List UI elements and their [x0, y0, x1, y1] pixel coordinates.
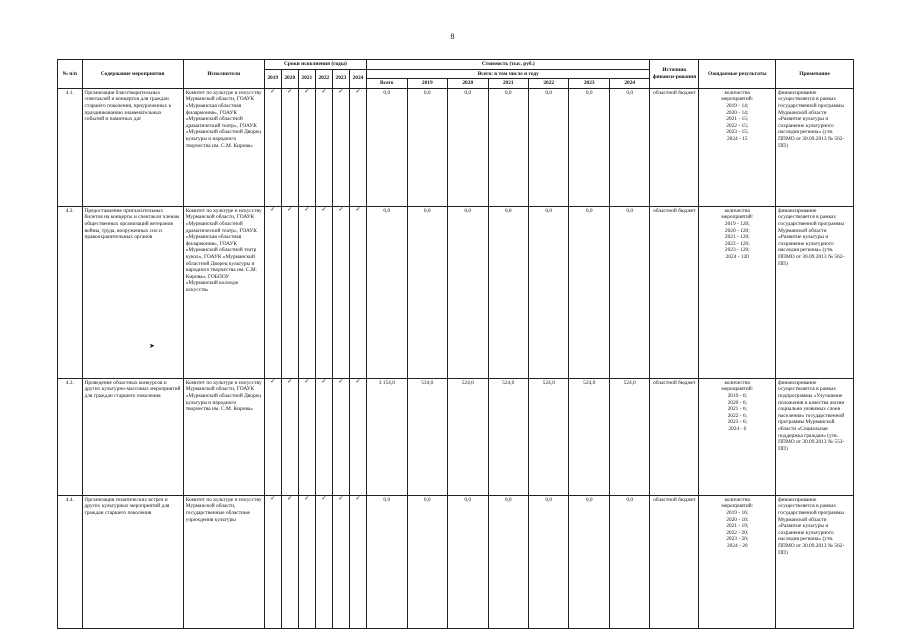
- header-cost-col: 2022: [528, 79, 568, 89]
- result-line: мероприятий:: [721, 503, 754, 510]
- row-source: областной бюджет: [650, 378, 699, 495]
- cost-year: 0,0: [488, 206, 528, 378]
- cost-year: 0,0: [569, 206, 609, 378]
- year-check-mark: ✓: [281, 495, 298, 628]
- row-executor: Комитет по культуре и искусству Мурманской области, ГОАУК «Мурманская областная филармония», ГОАУК «Мурманский областной драматический театр», ГОАУК «Мурманский областной Дворец культуры и народного творчества им. С.М. Кирова»: [183, 88, 264, 206]
- result-line: 2021 - 6;: [727, 406, 748, 413]
- year-check-mark: ✓: [264, 206, 281, 378]
- result-line: 2022 - 120;: [724, 240, 750, 247]
- cost-year: 0,0: [407, 495, 447, 628]
- result-line: 2024 - 6: [728, 425, 747, 432]
- header-cost-col: 2024: [609, 79, 650, 89]
- header-expected: Ожидаемые результаты: [699, 60, 776, 89]
- year-check-mark: ✓: [315, 88, 332, 206]
- result-line: мероприятий:: [721, 214, 754, 221]
- cost-year: 0,0: [609, 206, 650, 378]
- result-line: 2020 - 14;: [726, 109, 749, 116]
- header-cost-col: 2021: [488, 79, 528, 89]
- table-row: [58, 378, 854, 495]
- header-cost-col: 2023: [569, 79, 609, 89]
- row-content: Предоставление пригласительных билетов на концерты и спектакли членам общественных организаций ветеранов войны, труда, вооруженных сил и правоохранительных органов: [82, 206, 183, 378]
- row-source: областной бюджет: [650, 206, 699, 378]
- year-check-mark: ✓: [315, 206, 332, 378]
- header-year: 2021: [298, 69, 315, 88]
- row-source: областной бюджет: [650, 495, 699, 628]
- row-note: финансирование осуществляется в рамках подпрограммы «Улучшение положения и качества жизни социально уязвимых слоев населения» государственной программы Мурманской области «Социальная поддержка граждан» (утв. ППМО от 30.09.2013 № 553-ПП): [776, 378, 854, 495]
- result-line: 2020 - 120;: [724, 227, 750, 234]
- header-cost-col: 2020: [448, 79, 488, 89]
- row-executor: Комитет по культуре и искусству Мурманской области, ГОАУК «Мурманский областной драматический театр», ГОАУК «Мурманская областная филармония», ГОАУК «Мурманский областной театр кукол», ГОАУК «Мурманский областной Дворец культуры и народного творчества им. С.М. Кирова»; ГОБПОУ «Мурманский колледж искусств»: [183, 206, 264, 378]
- cost-year: 0,0: [488, 88, 528, 206]
- result-line: 2022 - 15;: [726, 122, 749, 129]
- year-check-mark: ✓: [281, 378, 298, 495]
- result-line: 2023 - 120;: [724, 247, 750, 254]
- row-number: 4.1.: [58, 88, 83, 206]
- header-source: Источник финанси-рования: [650, 60, 699, 89]
- year-check-mark: ✓: [281, 88, 298, 206]
- cost-total: 3 154,0: [367, 378, 407, 495]
- year-check-mark: ✓: [315, 378, 332, 495]
- header-year: 2022: [315, 69, 332, 88]
- result-line: 2024 - 120: [725, 253, 749, 260]
- header-year: 2024: [349, 69, 366, 88]
- result-line: мероприятий:: [721, 96, 754, 103]
- year-check-mark: ✓: [298, 495, 315, 628]
- cost-year: 0,0: [609, 88, 650, 206]
- cost-total: 0,0: [367, 88, 407, 206]
- header-note: Примечание: [776, 60, 854, 89]
- cost-year: 0,0: [407, 88, 447, 206]
- header-terms: Сроки исполнения (годы): [264, 60, 366, 70]
- cost-year: 0,0: [448, 495, 488, 628]
- page-number: 8: [450, 32, 455, 41]
- result-line: 2022 - 20;: [726, 529, 749, 536]
- header-cost-col: 2019: [407, 79, 447, 89]
- result-line: 2023 - 6;: [727, 419, 748, 426]
- header-cost: Стоимость (тыс. руб.): [367, 60, 650, 70]
- cost-year: 0,0: [528, 88, 568, 206]
- year-check-mark: ✓: [264, 88, 281, 206]
- row-number: 4.4.: [58, 495, 83, 628]
- row-expected-results: [699, 495, 776, 628]
- row-content: Организация тематических встреч и других культурных мероприятий для граждан старшего поколения: [82, 495, 183, 628]
- result-line: 2023 - 20;: [726, 536, 749, 543]
- row-source: областной бюджет: [650, 88, 699, 206]
- result-line: 2022 - 6;: [727, 412, 748, 419]
- year-check-mark: ✓: [332, 88, 349, 206]
- result-line: 2019 - 16;: [726, 509, 749, 516]
- year-check-mark: ✓: [349, 206, 366, 378]
- year-check-mark: ✓: [264, 378, 281, 495]
- cost-year: 0,0: [528, 495, 568, 628]
- cost-year: 0,0: [448, 206, 488, 378]
- year-check-mark: ✓: [349, 88, 366, 206]
- header-content: Содержание мероприятия: [82, 60, 183, 89]
- result-line: 2021 - 15;: [726, 116, 749, 123]
- cost-year: 524,0: [488, 378, 528, 495]
- result-line: 2020 - 6;: [727, 399, 748, 406]
- year-check-mark: ✓: [332, 206, 349, 378]
- cost-year: 0,0: [448, 88, 488, 206]
- table-row: [58, 206, 854, 378]
- row-note: финансирование осуществляется в рамках государственной программы Мурманской области «Развитие культуры и сохранение культурного наследия региона» (утв. ППМО от 30.09.2013 № 562-ПП): [776, 495, 854, 628]
- year-check-mark: ✓: [315, 495, 332, 628]
- row-expected-results: [699, 206, 776, 378]
- header-cost-sub: Всего: в том числе и году: [367, 69, 650, 79]
- year-check-mark: ✓: [332, 378, 349, 495]
- row-expected-results: [699, 378, 776, 495]
- cost-year: 0,0: [609, 495, 650, 628]
- bullet-mark: ➤: [149, 342, 155, 350]
- result-line: количество: [724, 207, 751, 214]
- row-content: Проведение областных конкурсов и других культурно-массовых мероприятий для граждан старшего поколения: [82, 378, 183, 495]
- table-row: [58, 495, 854, 628]
- result-line: количество: [724, 496, 751, 503]
- header-year: 2023: [332, 69, 349, 88]
- result-line: количество: [724, 89, 751, 96]
- row-number: 4.3.: [58, 378, 83, 495]
- result-line: 2021 - 19;: [726, 523, 749, 530]
- measures-table: [57, 59, 854, 629]
- cost-year: 0,0: [528, 206, 568, 378]
- row-number: 4.2.: [58, 206, 83, 378]
- result-line: 2019 - 120;: [724, 220, 750, 227]
- cost-year: 524,0: [528, 378, 568, 495]
- header-year: 2020: [281, 69, 298, 88]
- year-check-mark: ✓: [349, 378, 366, 495]
- result-line: 2024 - 20: [726, 542, 748, 549]
- cost-year: 0,0: [569, 495, 609, 628]
- table-body: [58, 88, 854, 628]
- year-check-mark: ✓: [298, 88, 315, 206]
- year-check-mark: ✓: [298, 378, 315, 495]
- cost-year: 524,0: [448, 378, 488, 495]
- year-check-mark: ✓: [298, 206, 315, 378]
- year-check-mark: ✓: [264, 495, 281, 628]
- result-line: количество: [724, 379, 751, 386]
- header-num: № п/п: [58, 60, 83, 89]
- result-line: 2019 - 6;: [727, 392, 748, 399]
- year-check-mark: ✓: [349, 495, 366, 628]
- row-expected-results: [699, 88, 776, 206]
- header-executor: Исполнители: [183, 60, 264, 89]
- cost-year: 524,0: [609, 378, 650, 495]
- result-line: 2019 - 14;: [726, 102, 749, 109]
- cost-total: 0,0: [367, 206, 407, 378]
- cost-year: 524,0: [569, 378, 609, 495]
- result-line: 2021 - 120;: [724, 234, 750, 241]
- header-year: 2019: [264, 69, 281, 88]
- row-executor: Комитет по культуре и искусству Мурманской области, государственные областные учреждения культуры: [183, 495, 264, 628]
- cost-year: 534,0: [407, 378, 447, 495]
- result-line: 2020 - 18;: [726, 516, 749, 523]
- row-note: финансирование осуществляется в рамках государственной программы Мурманской области «Развитие культуры и сохранение культурного наследия региона» (утв. ППМО от 30.09.2013 № 562-ПП): [776, 88, 854, 206]
- row-executor: Комитет по культуре и искусству Мурманской области, ГОАУК «Мурманский областной Дворец культуры и народного творчества им. С.М. Кирова»: [183, 378, 264, 495]
- row-note: финансирование осуществляется в рамках государственной программы Мурманской области «Развитие культуры и сохранение культурного наследия региона» (утв. ППМО от 30.09.2013 № 562-ПП): [776, 206, 854, 378]
- row-content: Организация благотворительных спектаклей и концертов для граждан старшего поколения, приуроченных к праздникованию знаменательных событий и памятных дат: [82, 88, 183, 206]
- cost-total: 0,0: [367, 495, 407, 628]
- result-line: 2023 - 15;: [726, 129, 749, 136]
- year-check-mark: ✓: [332, 495, 349, 628]
- result-line: 2024 - 15: [726, 135, 748, 142]
- table-row: [58, 88, 854, 206]
- cost-year: 0,0: [569, 88, 609, 206]
- cost-year: 0,0: [407, 206, 447, 378]
- table-header: [58, 60, 854, 89]
- header-cost-col: Всего: [367, 79, 407, 89]
- year-check-mark: ✓: [281, 206, 298, 378]
- result-line: мероприятий:: [721, 386, 754, 393]
- cost-year: 0,0: [488, 495, 528, 628]
